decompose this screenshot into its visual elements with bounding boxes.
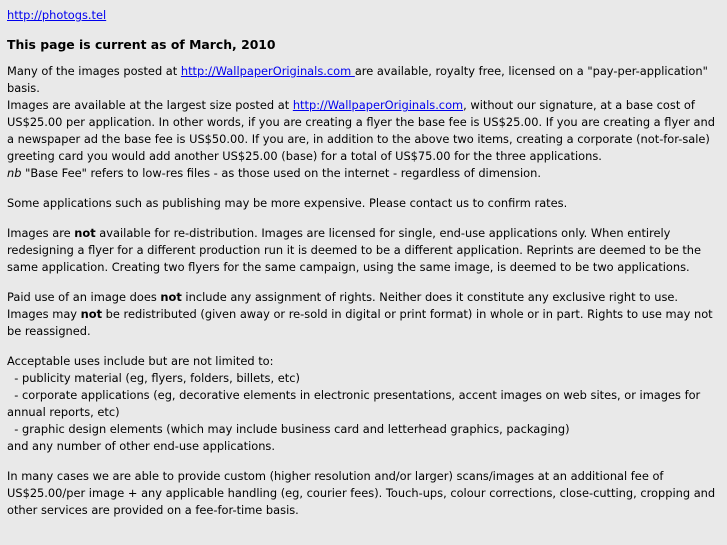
acceptable-use-item: - corporate applications (eg, decorative elements in electronic presentations, accent images on web sites, or images for annual reports, etc) bbox=[7, 388, 704, 419]
rights-text-c: include any assignment of rights. Neither does it constitute any exclusive right to use. bbox=[181, 290, 679, 304]
not-emphasis-3: not bbox=[80, 307, 103, 321]
base-cost-line bbox=[7, 97, 720, 165]
custom-scans-paragraph: In many cases we are able to provide custom (higher resolution and/or larger) scans/images at an additional fee of US$25.00/per image + any applicable handling (eg, courier fees). Touch-ups, colour corrections, close-cutting, cropping and other services are provided on a fee-for-time basis. bbox=[7, 469, 716, 517]
acceptable-use-item: - graphic design elements (which may include business card and letterhead graphics, packaging) bbox=[7, 422, 570, 436]
royalty-free-line bbox=[7, 63, 720, 97]
rights-text-a: Paid use of an image does bbox=[7, 290, 161, 304]
acceptable-uses-outro: and any number of other end-use applications. bbox=[7, 439, 275, 453]
page-heading: This page is current as of March, 2010 bbox=[7, 37, 276, 52]
acceptable-uses-intro: Acceptable uses include but are not limited to: bbox=[7, 354, 274, 368]
redistribution-paragraph bbox=[7, 225, 720, 276]
rights-text-d: Images may bbox=[7, 307, 81, 321]
wallpaper-originals-link-1[interactable]: http://WallpaperOriginals.com bbox=[180, 64, 355, 78]
redistribution-text-c: available for re-distribution. Images are licensed for single, end-use applications only. When entirely redesigning a flyer for a different production run it is deemed to be a different application. Reprints are deemed to be the same application. Creating two flyers for the same campaign, using the same image, is deemed to be two applications. bbox=[7, 226, 702, 274]
base-cost-text-before: Images are available at the largest size posted at bbox=[7, 98, 293, 112]
wallpaper-originals-link-2[interactable]: http://WallpaperOriginals.com bbox=[292, 98, 464, 112]
royalty-text-before: Many of the images posted at bbox=[7, 64, 181, 78]
nb-text: "Base Fee" refers to low-res files - as those used on the internet - regardless of dimension. bbox=[21, 166, 541, 180]
not-emphasis-2: not bbox=[160, 290, 182, 304]
redistribution-text-a: Images are bbox=[7, 226, 75, 240]
rights-line-1 bbox=[7, 289, 720, 306]
photogs-link[interactable]: http://photogs.tel bbox=[7, 8, 107, 22]
rights-paragraph bbox=[7, 289, 720, 340]
rights-line-2 bbox=[7, 306, 720, 340]
nb-label: nb bbox=[7, 166, 22, 180]
acceptable-uses-paragraph bbox=[7, 353, 720, 455]
pricing-paragraph bbox=[7, 63, 720, 182]
royalty-text-after: are available, royalty free, licensed on a "pay-per-application" basis. bbox=[7, 64, 708, 95]
base-fee-note bbox=[7, 165, 720, 182]
publishing-paragraph: Some applications such as publishing may be more expensive. Please contact us to confirm rates. bbox=[7, 196, 568, 210]
not-emphasis-1: not bbox=[74, 226, 96, 240]
acceptable-use-item: - publicity material (eg, flyers, folders, billets, etc) bbox=[7, 371, 300, 385]
rights-text-f: be redistributed (given away or re-sold in digital or print format) in whole or in part. Rights to use may not be reassigned. bbox=[7, 307, 713, 338]
base-cost-text-after: , without our signature, at a base cost of US$25.00 per application. In other words, if you are creating a flyer the base fee is US$25.00. If you are creating a flyer and a newspaper ad the base fee is US$50.00. If you are, in addition to the above two items, creating a corporate (not-for-sale) greeting card you would add another US$25.00 (base) for a total of US$75.00 for the three applications. bbox=[7, 98, 715, 163]
